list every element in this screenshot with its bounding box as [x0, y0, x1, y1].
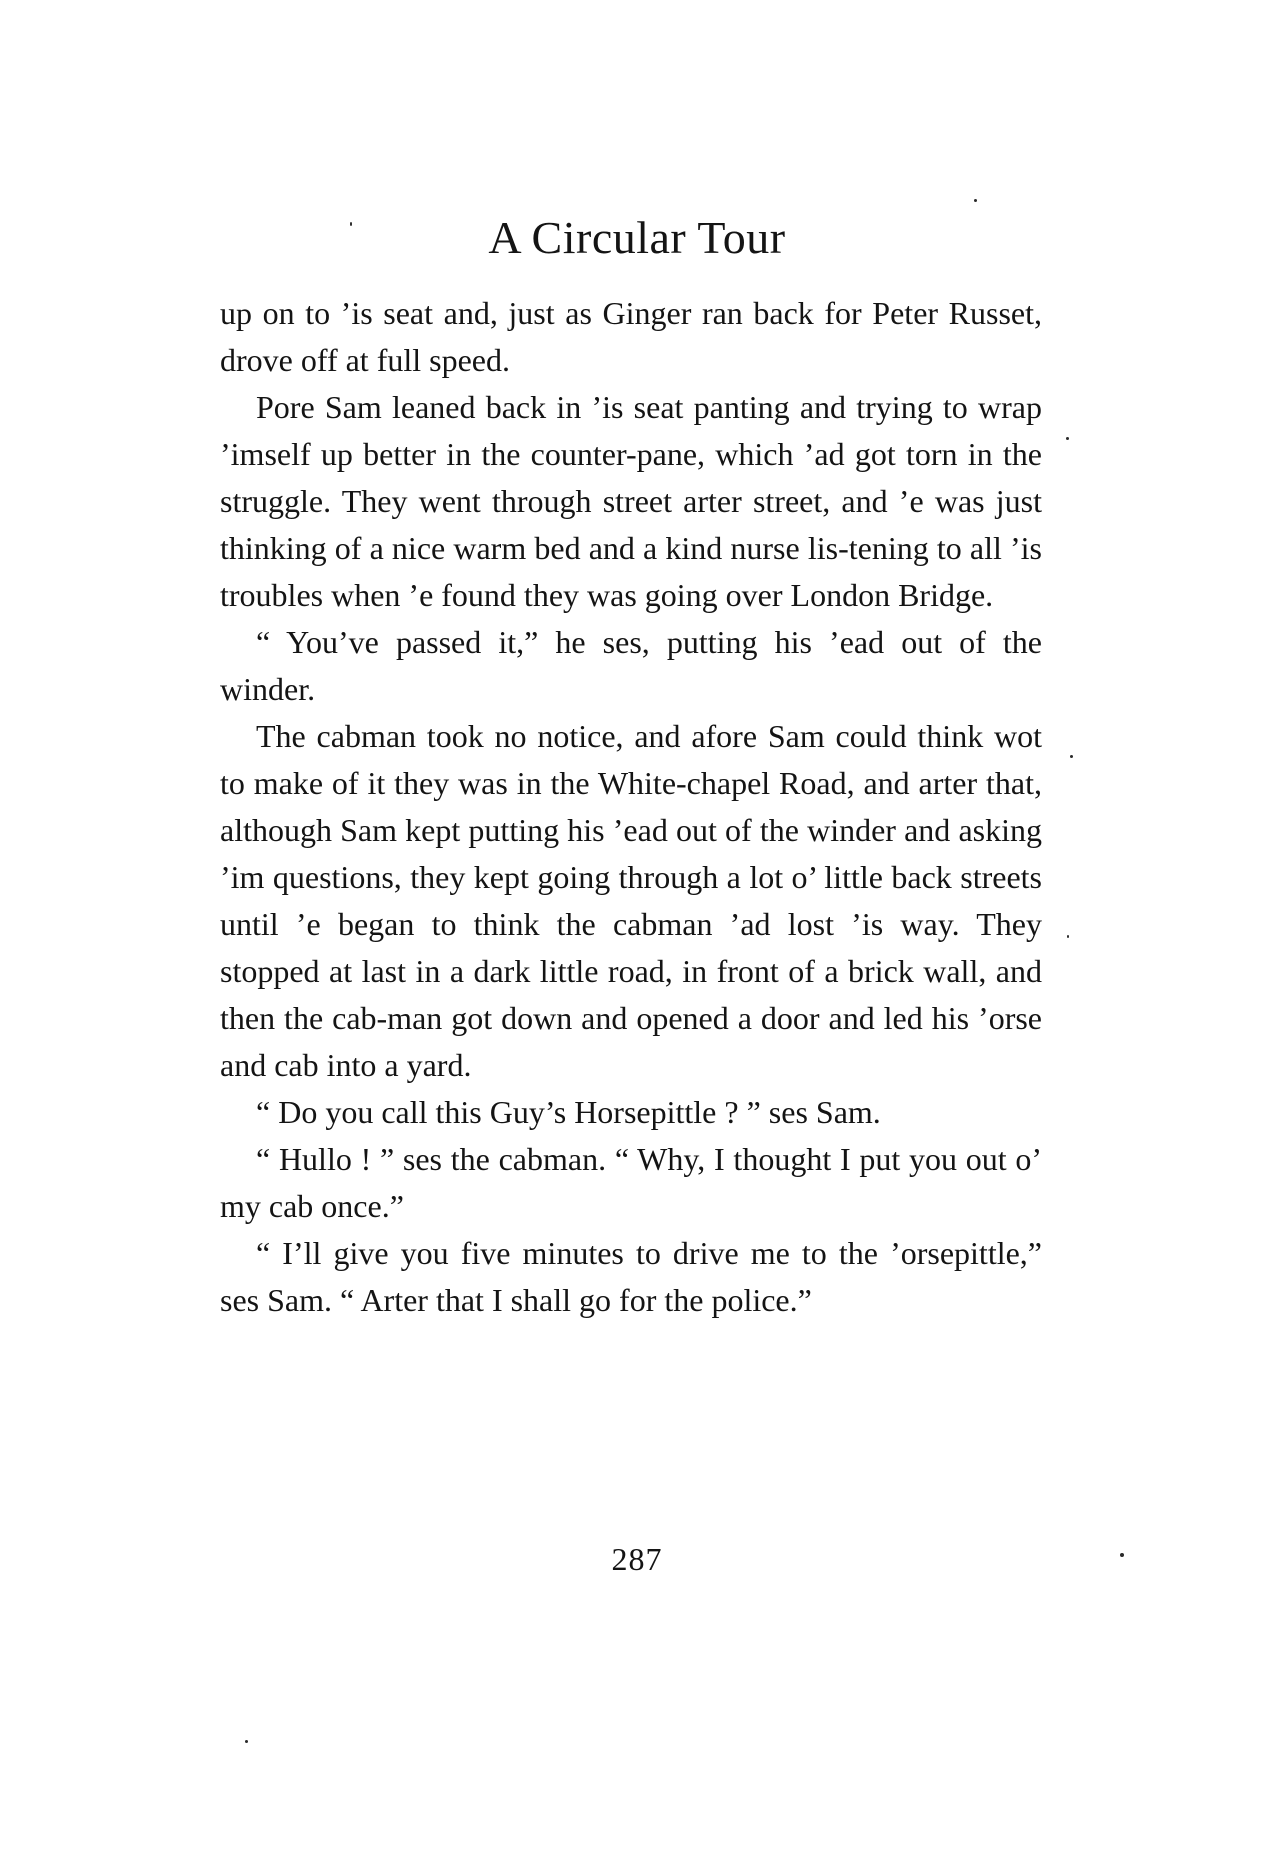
- scan-speck: [1067, 935, 1069, 938]
- scan-speck: [1120, 1553, 1124, 1557]
- paragraph: “ Do you call this Guy’s Horsepittle ? ” ses Sam.: [256, 1094, 881, 1130]
- scan-speck: [350, 222, 352, 226]
- page-number: 287: [611, 1541, 663, 1577]
- running-head: A Circular Tour: [488, 212, 786, 263]
- paragraph: “ Hullo ! ” ses the cabman. “ Why, I thought I put you out o’ my cab once.”: [220, 1141, 1042, 1224]
- scan-speck: [1070, 755, 1073, 758]
- paragraph: “ You’ve passed it,” he ses, putting his ’ead out of the winder.: [220, 624, 1042, 707]
- body-text: [220, 290, 1042, 1324]
- scan-speck: [974, 199, 977, 202]
- paragraph-continuation: up on to ’is seat and, just as Ginger ran back for Peter Russet, drove off at full speed.: [220, 295, 1042, 378]
- paragraph: Pore Sam leaned back in ’is seat panting and trying to wrap ’imself up better in the counter-pane, which ’ad got torn in the struggle. They went through street arter street, and ’e was just thinking of a nice warm bed and a kind nurse lis-tening to all ’is troubles when ’e found they was going over London Bridge.: [220, 389, 1042, 613]
- scan-speck: [245, 1740, 248, 1743]
- paragraph: The cabman took no notice, and afore Sam could think wot to make of it they was in the White-chapel Road, and arter that, although Sam kept putting his ’ead out of the winder and asking ’im questions, they kept going through a lot o’ little back streets until ’e began to think the cabman ’ad lost ’is way. They stopped at last in a dark little road, in front of a brick wall, and then the cab-man got down and opened a door and led his ’orse and cab into a yard.: [220, 718, 1042, 1083]
- scan-speck: [1066, 437, 1069, 440]
- paragraph: “ I’ll give you five minutes to drive me to the ’orsepittle,” ses Sam. “ Arter that I shall go for the police.”: [220, 1235, 1042, 1318]
